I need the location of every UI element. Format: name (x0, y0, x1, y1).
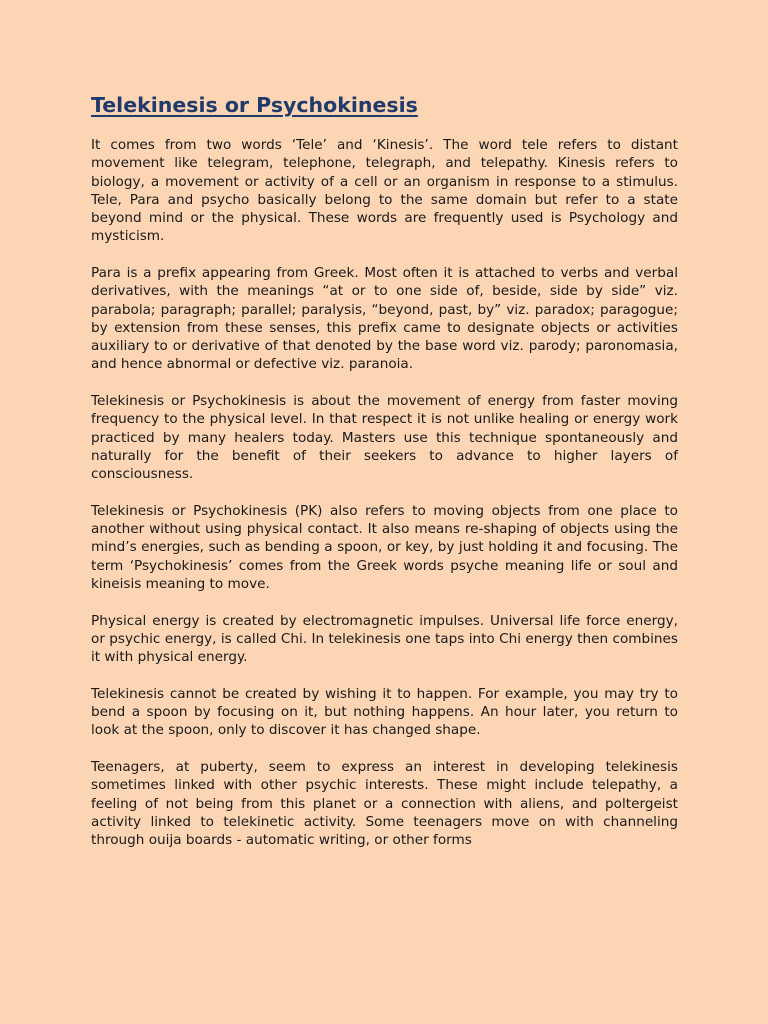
paragraph-moving-objects: Telekinesis or Psychokinesis (PK) also refers to moving objects from one place to another without using physical contact. It also means re-shaping of objects using the mind’s energies, such as bending a spoon, or key, by just holding it and focusing. The term ‘Psychokinesis’ comes from the Greek words psyche meaning life or soul and kineisis meaning to move. (91, 502, 678, 592)
document-page (91, 92, 678, 868)
paragraph-spoon-example: Telekinesis cannot be created by wishing it to happen. For example, you may try to bend a spoon by focusing on it, but nothing happens. An hour later, you return to look at the spoon, only to discover it has changed shape. (91, 685, 678, 739)
paragraph-energy-movement: Telekinesis or Psychokinesis is about the movement of energy from faster moving frequency to the physical level. In that respect it is not unlike healing or energy work practiced by many healers today. Masters use this technique spontaneously and naturally for the benefit of their seekers to advance to higher layers of consciousness. (91, 393, 678, 482)
paragraph-chi-energy: Physical energy is created by electromagnetic impulses. Universal life force energy, or psychic energy, is called Chi. In telekinesis one taps into Chi energy then combines it with physical energy. (91, 612, 678, 665)
document-title: Telekinesis or Psychokinesis (91, 93, 418, 117)
paragraph-para-prefix: Para is a prefix appearing from Greek. Most often it is attached to verbs and verbal derivatives, with the meanings “at or to one side of, beside, side by side” viz. parabola; paragraph; parallel; paralysis, “beyond, past, by” viz. paradox; paragogue; by extension from these senses, this prefix came to designate objects or activities auxiliary to or derivative of that denoted by the base word viz. parody; paronomasia, and hence abnormal or defective viz. paranoia. (91, 265, 678, 373)
paragraph-etymology: It comes from two words ‘Tele’ and ‘Kinesis’. The word tele refers to distant movement like telegram, telephone, telegraph, and telepathy. Kinesis refers to biology, a movement or activity of a cell or an organism in response to a stimulus. Tele, Para and psycho basically belong to the same domain but refer to a state beyond mind or the physical. These words are frequently used is Psychology and mysticism. (91, 137, 678, 245)
paragraph-teenagers: Teenagers, at puberty, seem to express an interest in developing telekinesis sometimes linked with other psychic interests. These might include telepathy, a feeling of not being from this planet or a connection with aliens, and poltergeist activity linked to telekinetic activity. Some teenagers move on with channeling through ouija boards - automatic writing, or other forms (91, 759, 678, 848)
